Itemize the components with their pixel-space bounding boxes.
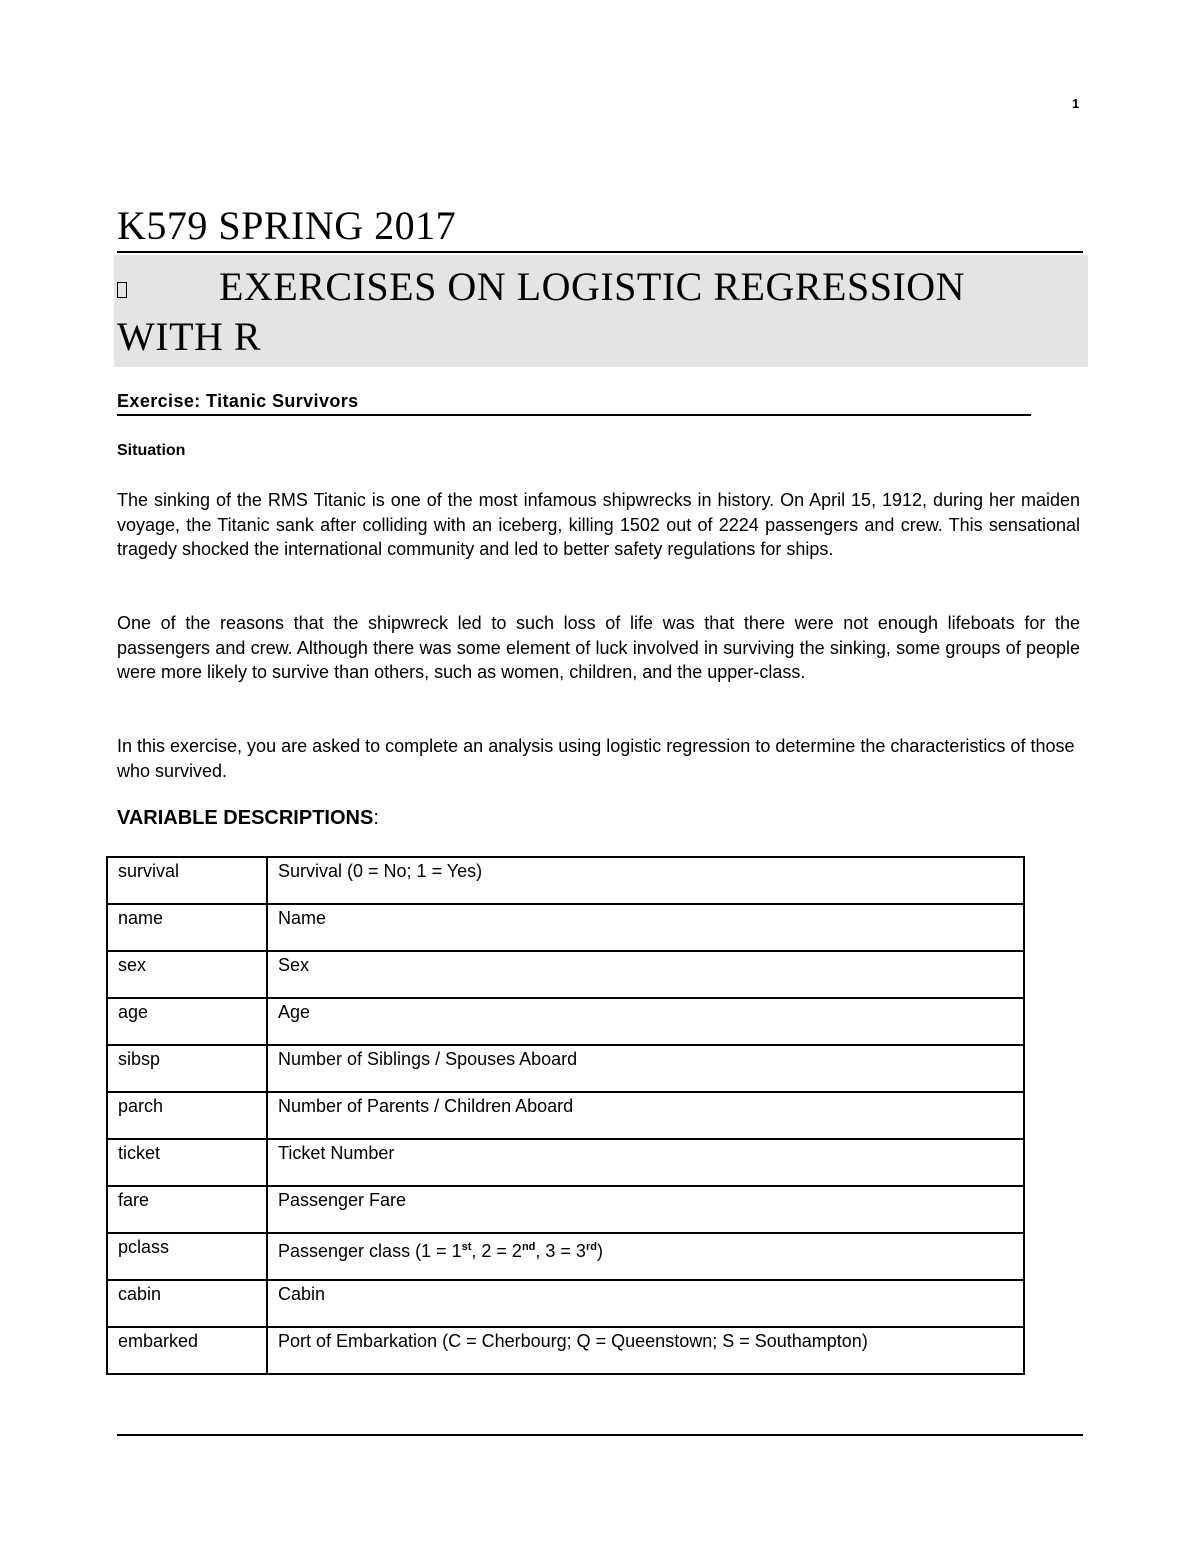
pclass-text: Passenger class (1 = 1 bbox=[278, 1241, 462, 1261]
paragraph-intro: The sinking of the RMS Titanic is one of the most infamous shipwrecks in history. On April 15, 1912, during her maiden voyage, the Titanic sank after colliding with an iceberg, killing 1502 out of 2224 passengers and crew. This sensational tragedy shocked the international community and led to better safety regulations for ships. bbox=[117, 490, 1080, 559]
ordinal-suffix: nd bbox=[521, 1241, 536, 1253]
pclass-text: , 3 = 3 bbox=[535, 1241, 586, 1261]
table-row bbox=[107, 904, 1024, 951]
variable-description bbox=[267, 1233, 1024, 1280]
paragraph-reasons: One of the reasons that the shipwreck led to such loss of life was that there were not enough lifeboats for the passengers and crew. Although there was some element of luck involved in surviving the sinking, some groups of people were more likely to survive than others, such as women, children, and the upper-class. bbox=[117, 613, 1080, 682]
variable-name: sex bbox=[107, 951, 267, 998]
variable-description: Survival (0 = No; 1 = Yes) bbox=[267, 857, 1024, 904]
page-number: 1 bbox=[1072, 96, 1080, 111]
variable-name: survival bbox=[107, 857, 267, 904]
variable-name: cabin bbox=[107, 1280, 267, 1327]
variable-name: ticket bbox=[107, 1139, 267, 1186]
variables-heading-text: VARIABLE DESCRIPTIONS bbox=[117, 807, 374, 829]
table-row bbox=[107, 951, 1024, 998]
variable-description: Port of Embarkation (C = Cherbourg; Q = Queenstown; S = Southampton) bbox=[267, 1327, 1024, 1374]
variable-table bbox=[106, 856, 1025, 1375]
table-row bbox=[107, 1280, 1024, 1327]
footer-divider bbox=[117, 1434, 1083, 1436]
pclass-text: ) bbox=[596, 1241, 603, 1261]
table-row bbox=[107, 1233, 1024, 1280]
paragraph-task: In this exercise, you are asked to complete an analysis using logistic regression to determine the characteristics of those who survived. bbox=[117, 736, 1075, 781]
table-row bbox=[107, 857, 1024, 904]
table-row bbox=[107, 1092, 1024, 1139]
exercises-heading-text: EXERCISES ON LOGISTIC REGRESSION WITH R bbox=[117, 264, 966, 359]
table-row bbox=[107, 1045, 1024, 1092]
variable-name: name bbox=[107, 904, 267, 951]
variable-name: pclass bbox=[107, 1233, 267, 1280]
ordinal-suffix: rd bbox=[585, 1241, 597, 1253]
table-row bbox=[107, 1327, 1024, 1374]
table-row bbox=[107, 998, 1024, 1045]
table-row bbox=[107, 1186, 1024, 1233]
variable-description: Sex bbox=[267, 951, 1024, 998]
variable-name: embarked bbox=[107, 1327, 267, 1374]
bullet-icon bbox=[117, 282, 127, 298]
table-row bbox=[107, 1139, 1024, 1186]
variables-heading-colon: : bbox=[373, 807, 379, 829]
situation-label: Situation bbox=[117, 442, 186, 459]
variable-description: Age bbox=[267, 998, 1024, 1045]
variable-name: fare bbox=[107, 1186, 267, 1233]
variable-description: Name bbox=[267, 904, 1024, 951]
ordinal-suffix: st bbox=[461, 1241, 472, 1253]
variable-name: sibsp bbox=[107, 1045, 267, 1092]
course-title: K579 SPRING 2017 bbox=[117, 203, 1083, 253]
variable-name: age bbox=[107, 998, 267, 1045]
variable-name: parch bbox=[107, 1092, 267, 1139]
variable-description: Passenger Fare bbox=[267, 1186, 1024, 1233]
variable-description: Cabin bbox=[267, 1280, 1024, 1327]
variable-description: Number of Siblings / Spouses Aboard bbox=[267, 1045, 1024, 1092]
variables-heading bbox=[117, 807, 379, 830]
exercise-title: Exercise: Titanic Survivors bbox=[117, 391, 1031, 416]
pclass-text: , 2 = 2 bbox=[471, 1241, 522, 1261]
variable-description: Ticket Number bbox=[267, 1139, 1024, 1186]
variable-description: Number of Parents / Children Aboard bbox=[267, 1092, 1024, 1139]
exercises-heading bbox=[117, 262, 1077, 362]
